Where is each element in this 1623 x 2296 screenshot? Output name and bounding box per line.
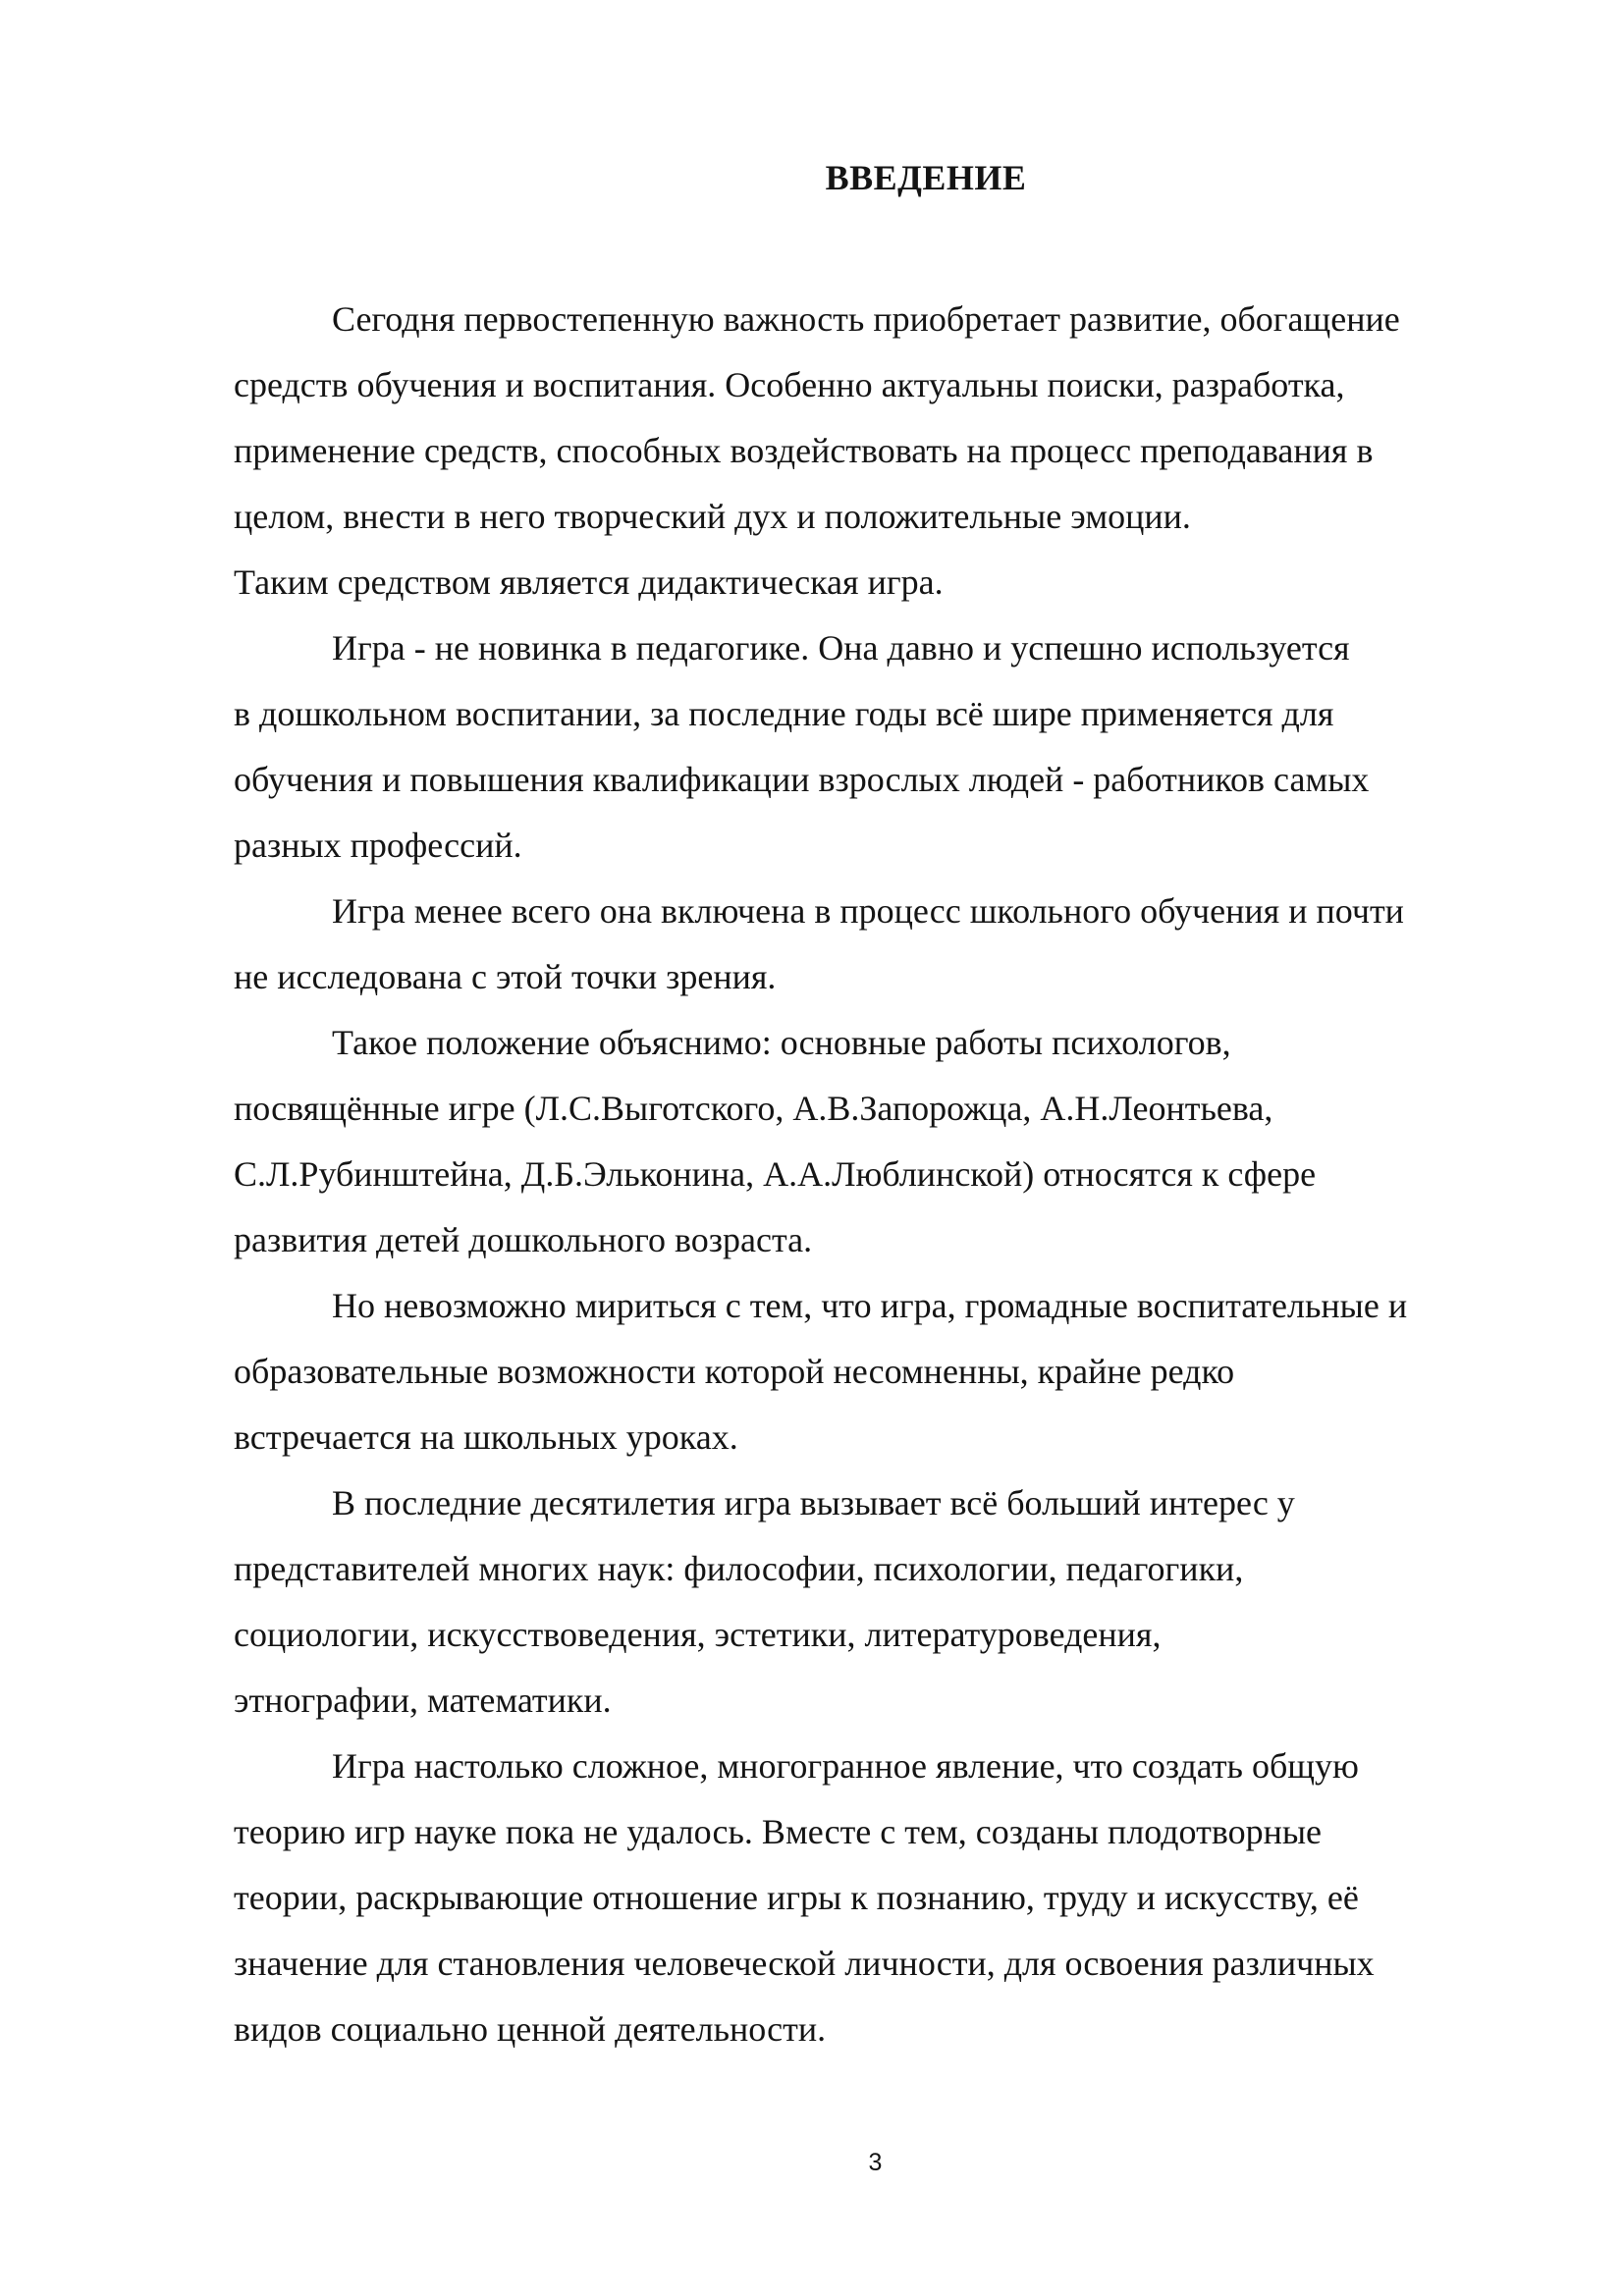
- text-line: посвящённые игре (Л.С.Выготского, А.В.Запорожца, А.Н.Леонтьева,: [234, 1089, 1273, 1128]
- text-line: разных профессий.: [234, 826, 522, 865]
- text-line: Сегодня первостепенную важность приобретает развитие, обогащение: [332, 299, 1400, 339]
- text-line: применение средств, способных воздействовать на процесс преподавания в: [234, 431, 1374, 470]
- text-line: образовательные возможности которой несомненны, крайне редко: [234, 1352, 1235, 1391]
- title-spacer: [234, 208, 1510, 287]
- page-title: ВВЕДЕНИЕ: [825, 158, 1027, 197]
- text-line: целом, внести в него творческий дух и положительные эмоции.: [234, 497, 1191, 536]
- text-line: С.Л.Рубинштейна, Д.Б.Эльконина, А.А.Люблинской) относятся к сфере: [234, 1154, 1317, 1194]
- text-line: представителей многих наук: философии, психологии, педагогики,: [234, 1549, 1244, 1588]
- text-line: Такое положение объяснимо: основные работы психологов,: [332, 1023, 1231, 1062]
- text-line: Игра менее всего она включена в процесс школьного обучения и почти: [332, 891, 1404, 931]
- text-line: средств обучения и воспитания. Особенно актуальны поиски, разработка,: [234, 365, 1345, 404]
- text-line: теории, раскрывающие отношение игры к познанию, труду и искусству, её: [234, 1878, 1359, 1917]
- text-line: встречается на школьных уроках.: [234, 1417, 738, 1457]
- text-line: видов социально ценной деятельности.: [234, 2009, 827, 2049]
- text-line: В последние десятилетия игра вызывает всё больший интерес у: [332, 1483, 1295, 1522]
- text-line: развития детей дошкольного возраста.: [234, 1220, 813, 1259]
- text-line: этнографии, математики.: [234, 1681, 612, 1720]
- text-lines: [234, 287, 1510, 2062]
- text-line: значение для становления человеческой личности, для освоения различных: [234, 1944, 1375, 1983]
- text-line: в дошкольном воспитании, за последние годы всё шире применяется для: [234, 694, 1334, 733]
- text-line: Игра - не новинка в педагогике. Она давно и успешно используется: [332, 628, 1350, 667]
- text-line: теорию игр науке пока не удалось. Вместе с тем, созданы плодотворные: [234, 1812, 1323, 1851]
- text-line: не исследована с этой точки зрения.: [234, 957, 777, 996]
- document-body: [234, 147, 1510, 2062]
- text-line: обучения и повышения квалификации взрослых людей - работников самых: [234, 760, 1370, 799]
- text-line: Но невозможно мириться с тем, что игра, громадные воспитательные и: [332, 1286, 1408, 1325]
- text-line: социологии, искусствоведения, эстетики, литературоведения,: [234, 1615, 1162, 1654]
- page-number: 3: [868, 2149, 883, 2176]
- text-line: Таким средством является дидактическая игра.: [234, 562, 944, 602]
- text-line: Игра настолько сложное, многогранное явление, что создать общую: [332, 1746, 1359, 1786]
